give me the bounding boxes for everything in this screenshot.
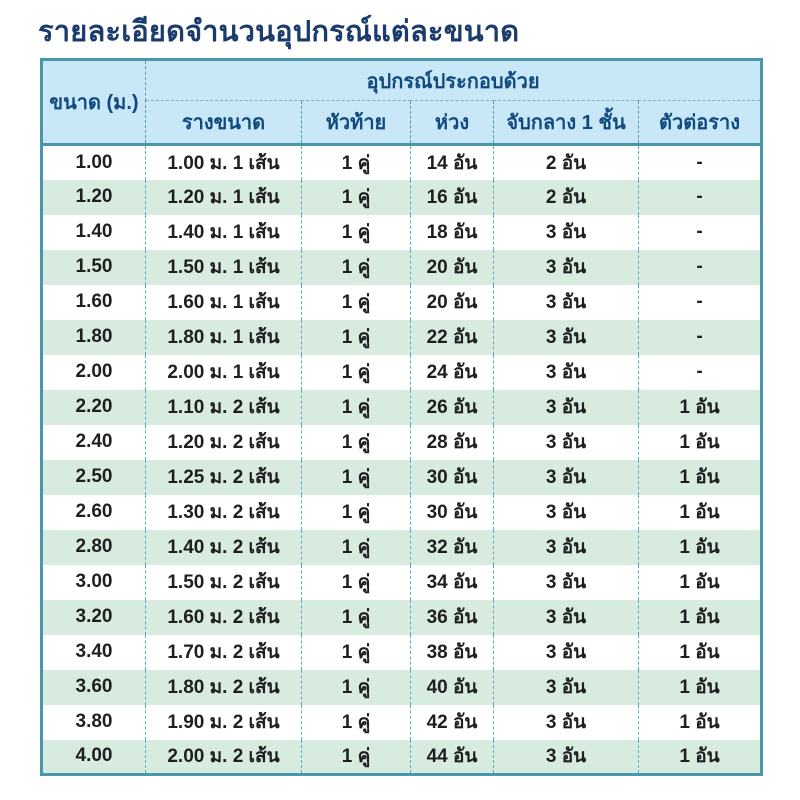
cell-end-caps: 1 คู่ <box>302 285 411 320</box>
cell-rail-size: 1.60 ม. 1 เส้น <box>146 285 302 320</box>
table-row <box>42 460 762 495</box>
cell-center-bracket: 3 อัน <box>494 215 639 250</box>
cell-end-caps: 1 คู่ <box>302 180 411 215</box>
cell-rail-connector: 1 อัน <box>639 425 762 460</box>
cell-rail-size: 1.80 ม. 2 เส้น <box>146 670 302 705</box>
cell-center-bracket: 3 อัน <box>494 565 639 600</box>
table-row <box>42 670 762 705</box>
cell-center-bracket: 3 อัน <box>494 635 639 670</box>
cell-center-bracket: 3 อัน <box>494 600 639 635</box>
cell-end-caps: 1 คู่ <box>302 250 411 285</box>
cell-rings: 16 อัน <box>411 180 494 215</box>
cell-end-caps: 1 คู่ <box>302 530 411 565</box>
cell-size: 1.50 <box>75 256 113 277</box>
cell-rings: 18 อัน <box>411 215 494 250</box>
cell-end-caps: 1 คู่ <box>302 355 411 390</box>
cell-rail-connector: 1 อัน <box>639 670 762 705</box>
cell-size: 2.80 <box>75 536 113 557</box>
cell-center-bracket: 3 อัน <box>494 530 639 565</box>
cell-rail-size: 2.00 ม. 1 เส้น <box>146 355 302 390</box>
cell-end-caps: 1 คู่ <box>302 740 411 775</box>
column-group-header-equipment: อุปกรณ์ประกอบด้วย <box>146 60 762 101</box>
cell-center-bracket: 2 อัน <box>494 180 639 215</box>
cell-center-bracket: 3 อัน <box>494 740 639 775</box>
cell-end-caps: 1 คู่ <box>302 320 411 355</box>
cell-rail-connector: 1 อัน <box>639 495 762 530</box>
table-row <box>42 145 762 180</box>
cell-rail-connector: 1 อัน <box>639 705 762 740</box>
cell-rail-size: 1.50 ม. 2 เส้น <box>146 565 302 600</box>
cell-rail-connector: - <box>639 320 762 355</box>
cell-rings: 38 อัน <box>411 635 494 670</box>
cell-rail-connector: - <box>639 285 762 320</box>
cell-rail-size: 1.90 ม. 2 เส้น <box>146 705 302 740</box>
cell-rings: 30 อัน <box>411 460 494 495</box>
cell-rings: 14 อัน <box>411 145 494 180</box>
cell-center-bracket: 2 อัน <box>494 145 639 180</box>
cell-rings: 40 อัน <box>411 670 494 705</box>
table-header <box>42 60 762 145</box>
equipment-size-table <box>40 58 763 776</box>
cell-rings: 22 อัน <box>411 320 494 355</box>
cell-end-caps: 1 คู่ <box>302 390 411 425</box>
cell-end-caps: 1 คู่ <box>302 565 411 600</box>
cell-center-bracket: 3 อัน <box>494 250 639 285</box>
page-title: รายละเอียดจำนวนอุปกรณ์แต่ละขนาด <box>38 16 520 48</box>
cell-rings: 28 อัน <box>411 425 494 460</box>
table-body <box>42 145 762 775</box>
table-row <box>42 635 762 670</box>
cell-rail-connector: - <box>639 355 762 390</box>
cell-rail-connector: - <box>639 215 762 250</box>
cell-size: 2.00 <box>75 361 113 382</box>
cell-rings: 42 อัน <box>411 705 494 740</box>
cell-end-caps: 1 คู่ <box>302 705 411 740</box>
cell-size: 3.40 <box>75 641 113 662</box>
cell-end-caps: 1 คู่ <box>302 215 411 250</box>
cell-rail-size: 2.00 ม. 2 เส้น <box>146 740 302 775</box>
cell-center-bracket: 3 อัน <box>494 460 639 495</box>
table-row <box>42 215 762 250</box>
cell-end-caps: 1 คู่ <box>302 495 411 530</box>
cell-rail-connector: 1 อัน <box>639 390 762 425</box>
column-header-rail-size: รางขนาด <box>146 101 302 145</box>
cell-rings: 20 อัน <box>411 285 494 320</box>
cell-rail-size: 1.20 ม. 2 เส้น <box>146 425 302 460</box>
cell-rings: 32 อัน <box>411 530 494 565</box>
cell-size: 1.80 <box>75 326 113 347</box>
cell-rings: 36 อัน <box>411 600 494 635</box>
column-header-end-caps: หัวท้าย <box>302 101 411 145</box>
cell-rings: 34 อัน <box>411 565 494 600</box>
cell-rail-connector: 1 อัน <box>639 600 762 635</box>
table-row <box>42 565 762 600</box>
cell-size: 2.50 <box>75 466 113 487</box>
table-row <box>42 250 762 285</box>
cell-rail-connector: 1 อัน <box>639 460 762 495</box>
cell-rail-size: 1.60 ม. 2 เส้น <box>146 600 302 635</box>
cell-center-bracket: 3 อัน <box>494 670 639 705</box>
cell-rail-size: 1.40 ม. 1 เส้น <box>146 215 302 250</box>
cell-end-caps: 1 คู่ <box>302 635 411 670</box>
cell-center-bracket: 3 อัน <box>494 285 639 320</box>
table-row <box>42 320 762 355</box>
cell-end-caps: 1 คู่ <box>302 670 411 705</box>
cell-size: 3.60 <box>75 676 113 697</box>
cell-rings: 44 อัน <box>411 740 494 775</box>
table-row <box>42 180 762 215</box>
cell-center-bracket: 3 อัน <box>494 495 639 530</box>
cell-size: 3.00 <box>75 571 113 592</box>
cell-size: 1.60 <box>75 291 113 312</box>
cell-rail-size: 1.10 ม. 2 เส้น <box>146 390 302 425</box>
cell-rail-size: 1.50 ม. 1 เส้น <box>146 250 302 285</box>
cell-center-bracket: 3 อัน <box>494 355 639 390</box>
cell-rail-size: 1.80 ม. 1 เส้น <box>146 320 302 355</box>
column-header-size: ขนาด (ม.) <box>42 60 146 145</box>
cell-center-bracket: 3 อัน <box>494 425 639 460</box>
cell-size: 1.20 <box>75 186 113 207</box>
cell-rail-connector: - <box>639 180 762 215</box>
cell-rail-size: 1.20 ม. 1 เส้น <box>146 180 302 215</box>
cell-size: 2.40 <box>75 431 113 452</box>
table-row <box>42 600 762 635</box>
table-row <box>42 530 762 565</box>
cell-rail-size: 1.00 ม. 1 เส้น <box>146 145 302 180</box>
cell-rings: 26 อัน <box>411 390 494 425</box>
table-row <box>42 740 762 775</box>
cell-rail-size: 1.40 ม. 2 เส้น <box>146 530 302 565</box>
cell-rings: 20 อัน <box>411 250 494 285</box>
cell-end-caps: 1 คู่ <box>302 460 411 495</box>
column-header-rail-connector: ตัวต่อราง <box>639 101 762 145</box>
cell-size: 2.60 <box>75 501 113 522</box>
cell-rings: 30 อัน <box>411 495 494 530</box>
cell-center-bracket: 3 อัน <box>494 320 639 355</box>
cell-size: 3.20 <box>75 606 113 627</box>
cell-size: 1.40 <box>75 221 113 242</box>
cell-rail-connector: - <box>639 145 762 180</box>
column-header-rings: ห่วง <box>411 101 494 145</box>
table-row <box>42 495 762 530</box>
table-row <box>42 425 762 460</box>
table-row <box>42 355 762 390</box>
cell-rail-size: 1.70 ม. 2 เส้น <box>146 635 302 670</box>
cell-rail-connector: 1 อัน <box>639 530 762 565</box>
cell-end-caps: 1 คู่ <box>302 425 411 460</box>
cell-rail-connector: 1 อัน <box>639 740 762 775</box>
table-row <box>42 285 762 320</box>
cell-size: 2.20 <box>75 396 113 417</box>
cell-size: 1.00 <box>75 151 113 173</box>
cell-end-caps: 1 คู่ <box>302 600 411 635</box>
cell-rail-size: 1.30 ม. 2 เส้น <box>146 495 302 530</box>
cell-rail-size: 1.25 ม. 2 เส้น <box>146 460 302 495</box>
column-header-center-bracket: จับกลาง 1 ชั้น <box>494 101 639 145</box>
cell-rings: 24 อัน <box>411 355 494 390</box>
cell-rail-connector: 1 อัน <box>639 635 762 670</box>
cell-center-bracket: 3 อัน <box>494 705 639 740</box>
cell-size: 3.80 <box>75 711 113 732</box>
cell-size: 4.00 <box>75 745 113 767</box>
table-row <box>42 705 762 740</box>
table-row <box>42 390 762 425</box>
cell-end-caps: 1 คู่ <box>302 145 411 180</box>
cell-rail-connector: - <box>639 250 762 285</box>
cell-rail-connector: 1 อัน <box>639 565 762 600</box>
cell-center-bracket: 3 อัน <box>494 390 639 425</box>
